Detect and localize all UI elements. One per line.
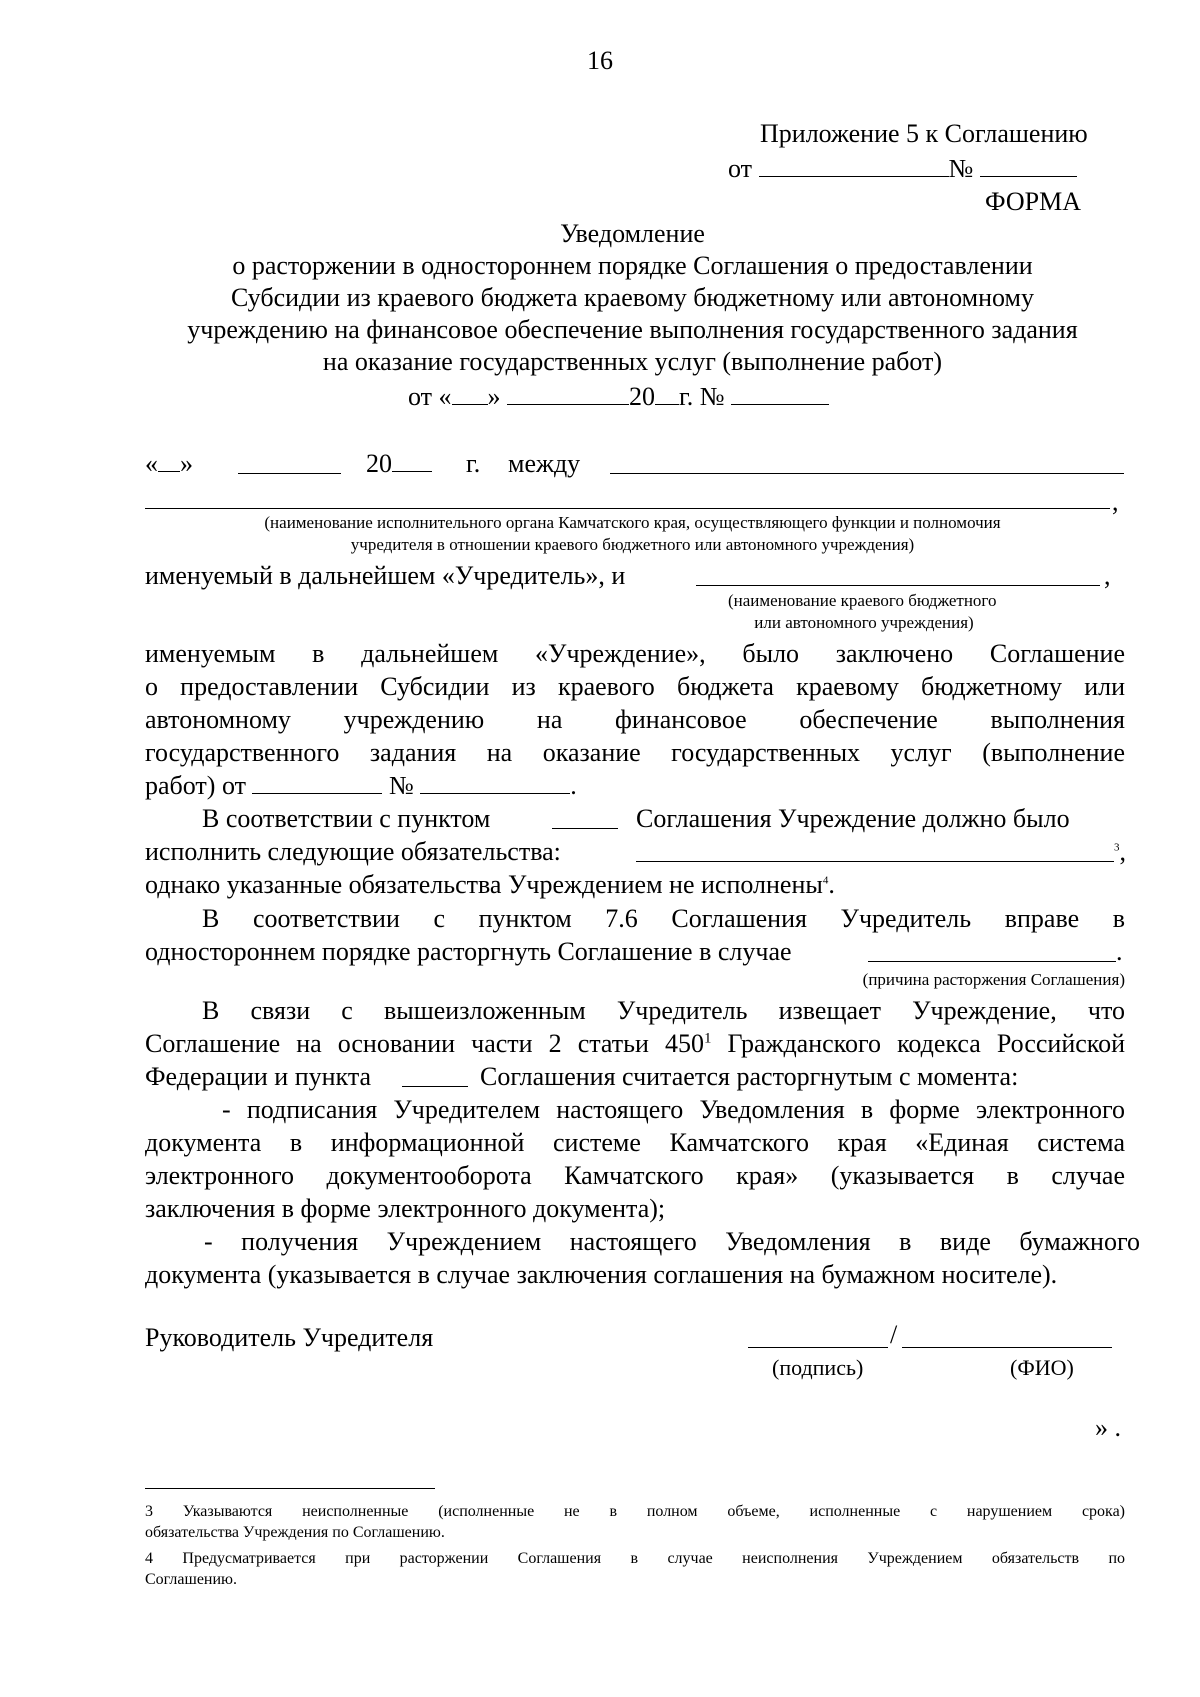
title-line-4: учреждению на финансовое обеспечение выполнения государственного задания [187, 315, 1078, 344]
founder-caption-1: (наименование исполнительного органа Камчатского края, осуществляющего функции и полномочия [264, 513, 1001, 532]
title-line-3: Субсидии из краевого бюджета краевому бюджетному или автономному [230, 283, 1034, 312]
title-line-5: на оказание государственных услуг (выполнение работ) [322, 347, 943, 376]
bullet-2-line-2: документа (указывается в случае заключения соглашения на бумажном носителе). [145, 1260, 1058, 1289]
footnote-4-line-1: 4 Предусматривается при расторжении Соглашения в случае неисполнения Учреждением обязательств по [145, 1550, 1125, 1567]
p1-period: . [570, 771, 577, 800]
footnote-3-line-1: 3 Указываются неисполненные (исполненные не в полном объеме, исполненные с нарушением срока) [145, 1503, 1125, 1520]
p4-line-3a: Федерации и пункта [145, 1062, 372, 1091]
quote-open: « [145, 449, 158, 478]
p4-clause-blank [402, 1086, 468, 1087]
notice-year-suffix: г. № [679, 382, 725, 411]
agreement-number-blank [980, 154, 1077, 177]
p4-line-1: В связи с вышеизложенным Учредитель извещает Учреждение, что [202, 996, 1125, 1025]
notice-date-close: » [487, 382, 501, 411]
p1-works-from: работ) от [145, 771, 246, 800]
date-prefix: от [728, 154, 753, 183]
founder-named: именуемый в дальнейшем «Учредитель», и [145, 561, 626, 590]
institution-caption-2: или автономного учреждения) [754, 613, 974, 632]
page-number: 16 [587, 46, 613, 75]
footnote-ref-4: 4 [822, 874, 829, 887]
parties-quote-open [145, 448, 193, 480]
footnote-3-line-2: обязательства Учреждения по Соглашению. [145, 1524, 445, 1541]
agreement-date-blank [759, 154, 949, 177]
signature-caption: (подпись) [772, 1355, 864, 1380]
parties-year-suffix: г. [466, 449, 481, 478]
name-caption: (ФИО) [1010, 1355, 1074, 1380]
p1-line-5 [145, 770, 577, 802]
p4-line-3b: Соглашения считается расторгнутым с момента: [480, 1062, 1019, 1091]
form-label: ФОРМА [985, 187, 1081, 216]
appendix-label: Приложение 5 к Соглашению [760, 119, 1088, 148]
bullet-1-line-4: заключения в форме электронного документа); [145, 1194, 666, 1223]
notice-date-prefix: от « [408, 382, 452, 411]
bullet-1-line-1: - подписания Учредителем настоящего Уведомления в форме электронного [222, 1095, 1125, 1124]
signature-label: Руководитель Учредителя [145, 1323, 434, 1352]
title-line-2: о расторжении в одностороннем порядке Соглашения о предоставлении [232, 251, 1033, 280]
p4-line-2a: Соглашение на основании части 2 статьи 450 [145, 1029, 704, 1058]
p3-caption: (причина расторжения Соглашения) [862, 970, 1125, 989]
notice-number-blank [731, 382, 829, 405]
p3-period: . [1116, 937, 1123, 966]
institution-caption-1: (наименование краевого бюджетного [728, 591, 997, 610]
footnote-separator [145, 1488, 435, 1489]
p1-line-4: государственного задания на оказание государственных услуг (выполнение [145, 738, 1125, 767]
bullet-1-line-3: электронного документооборота Камчатского края» (указывается в случае [145, 1161, 1125, 1190]
notice-year-blank [655, 382, 679, 405]
p1-number-sign: № [388, 771, 414, 800]
founder-caption-2: учредителя в отношении краевого бюджетного или автономного учреждения) [350, 535, 915, 554]
notice-year-prefix: 20 [629, 382, 656, 411]
notice-day-blank [452, 382, 488, 405]
institution-name-blank [696, 585, 1100, 586]
article-superscript: 1 [703, 1030, 712, 1047]
notice-date-line [408, 381, 829, 413]
p2-period: . [828, 870, 835, 899]
p1-line-2: о предоставлении Субсидии из краевого бюджета краевому бюджетному или [145, 672, 1125, 701]
p2-line-1b: Соглашения Учреждение должно было [636, 804, 1070, 833]
p2-comma: , [1119, 837, 1126, 866]
footnote-4-line-2: Соглашению. [145, 1571, 238, 1588]
name-blank [902, 1347, 1112, 1348]
p1-line-1: именуемым в дальнейшем «Учреждение», было заключено Соглашение [145, 639, 1125, 668]
bullet-2-line-1: - получения Учреждением настоящего Уведомления в виде бумажного [204, 1227, 1140, 1256]
p2-line-2-end [1114, 836, 1126, 868]
institution-comma: , [1104, 561, 1111, 590]
p2-line-1a: В соответствии с пунктом [202, 804, 491, 833]
parties-day-blank [158, 449, 180, 472]
p2-obligations-blank [636, 861, 1114, 862]
founder-comma: , [1112, 487, 1119, 516]
parties-month-blank [238, 473, 341, 474]
parties-between: между [508, 449, 581, 478]
p3-line-1: В соответствии с пунктом 7.6 Соглашения Учредитель вправе в [202, 904, 1125, 933]
quote-close: » [180, 449, 193, 478]
title-notice: Уведомление [560, 219, 705, 248]
footnote-ref-3: 3 [1114, 841, 1120, 854]
signature-blank [748, 1347, 888, 1348]
closing-quote: » . [1095, 1413, 1121, 1442]
founder-name-blank-1 [610, 473, 1124, 474]
number-sign: № [948, 154, 974, 183]
parties-year [366, 448, 432, 480]
p4-line-2 [145, 1028, 1125, 1060]
p3-reason-blank [868, 961, 1116, 962]
p1-date-blank [252, 771, 382, 794]
parties-year-blank [392, 449, 432, 472]
founder-name-blank-2 [145, 508, 1110, 509]
p2-line-2a: исполнить следующие обязательства: [145, 837, 561, 866]
signature-slash: / [890, 1320, 898, 1349]
bullet-1-line-2: документа в информационной системе Камчатского края «Единая система [145, 1128, 1125, 1157]
agreement-date-line [728, 153, 1077, 185]
notice-month-blank [507, 382, 629, 405]
p3-line-2: одностороннем порядке расторгнуть Соглашение в случае [145, 937, 792, 966]
year-text: 20 [366, 449, 392, 478]
p1-number-blank [420, 771, 570, 794]
p1-line-3: автономному учреждению на финансовое обеспечение выполнения [145, 705, 1125, 734]
p2-line-3 [145, 869, 835, 901]
p2-clause-blank [552, 828, 618, 829]
p4-line-2b: Гражданского кодекса Российской [711, 1029, 1125, 1058]
p2-line-3-text: однако указанные обязательства Учреждением не исполнены [145, 870, 823, 899]
